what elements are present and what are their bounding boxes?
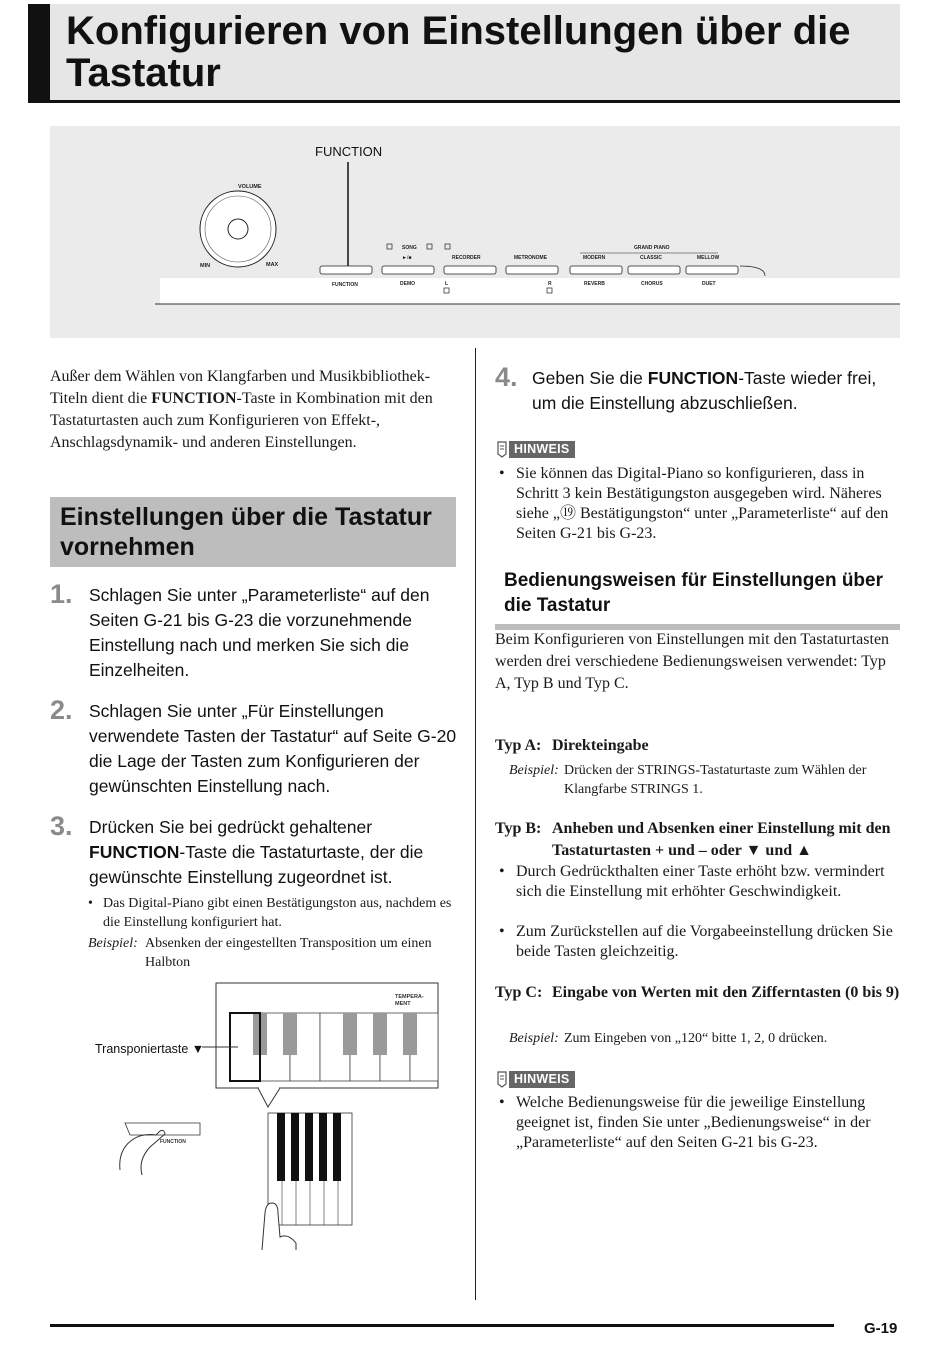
panel-curve: [740, 266, 765, 276]
main-keyboard: [268, 1113, 352, 1225]
subsection-heading-text: Bedienungsweisen für Einstellungen über die Tastatur: [504, 570, 883, 616]
reverb-label: REVERB: [584, 281, 605, 287]
function-key-outline: [125, 1123, 200, 1135]
mellow-label: MELLOW: [697, 255, 720, 261]
l-label: L: [445, 281, 449, 287]
step-number: 1.: [50, 579, 73, 609]
page-number: G-19: [864, 1320, 898, 1337]
operations-intro: Beim Konfigurieren von Einstellungen mit den Tastaturtasten werden drei verschiedene Bedienungsweisen verwendet: Typ A, Typ B und Typ C.: [495, 631, 890, 692]
typ-c-label: Typ C:: [495, 984, 543, 1001]
title-bar: [28, 4, 900, 103]
step-text: Schlagen Sie unter „Parameterliste“ auf den Seiten G-21 bis G-23 die vorzunehmende Einstellung nach und merken Sie sich die Einzelheiten.: [89, 585, 430, 680]
function-key-label: FUNCTION: [160, 1139, 186, 1145]
chorus-label: CHORUS: [641, 281, 663, 287]
bullet-icon: •: [88, 896, 93, 911]
r-label: R: [548, 281, 552, 287]
example-text: Absenken der eingestellten Transposition um einen Halbton: [145, 936, 432, 970]
example-label: Beispiel:: [509, 763, 559, 778]
panel-drawing: [50, 126, 900, 338]
modern-label: MODERN: [583, 255, 606, 261]
metronome-button-shape: [506, 266, 558, 274]
max-label: MAX: [266, 262, 279, 268]
section-heading-text: Einstellungen über die Tastatur vornehmen: [60, 503, 432, 561]
panel-illustration: [50, 126, 900, 338]
typ-b-label: Typ B:: [495, 820, 542, 837]
intro-text-1: Außer dem Wählen von Klangfarben und Musikbibliothek-Titeln dient die: [50, 368, 431, 407]
typ-a-label: Typ A:: [495, 737, 542, 754]
min-label: MIN: [200, 263, 211, 269]
example-text: Drücken der STRINGS-Tastaturtaste zum Wählen der Klangfarbe STRINGS 1.: [564, 763, 867, 797]
step-number: 4.: [495, 362, 518, 392]
page-title: Konfigurieren von Einstellungen über die Tastatur: [66, 9, 851, 95]
example-text: Zum Eingeben von „120“ bitte 1, 2, 0 drücken.: [564, 1031, 828, 1046]
subsection-heading: [495, 568, 900, 630]
function-bottom-label: FUNCTION: [332, 282, 358, 288]
modern-button-shape: [570, 266, 622, 274]
example-label: Beispiel:: [88, 936, 138, 951]
bullet-icon: •: [499, 1094, 505, 1111]
song-button-shape: [382, 266, 434, 274]
typ-b-note-2-text: Zum Zurückstellen auf die Vorgabeeinstellung drücken Sie beide Tasten gleichzeitig.: [516, 923, 893, 960]
footer-rule: [50, 1324, 834, 1327]
temperament-label-2: MENT: [395, 1001, 411, 1007]
section-heading: [50, 497, 456, 567]
duet-label: DUET: [702, 281, 716, 287]
grand-piano-label: GRAND PIANO: [634, 245, 670, 251]
left-hand-icon: [120, 1130, 165, 1175]
hinweis-label: HINWEIS: [509, 1071, 575, 1088]
step4-text-1: Geben Sie die: [532, 368, 648, 388]
metronome-label: METRONOME: [514, 255, 548, 261]
keyboard-drawing: [90, 975, 460, 1250]
rec-led: [427, 244, 432, 249]
typ-c-heading: [495, 982, 900, 1026]
zoom-pointer: [258, 1088, 280, 1107]
step-text: Schlagen Sie unter „Für Einstellungen verwendete Tasten der Tastatur“ auf Seite G-20 die Lage der Tasten zum Konfigurieren der gewünschten Einstellung nach.: [89, 701, 457, 796]
song-led: [387, 244, 392, 249]
volume-label: VOLUME: [238, 184, 262, 190]
bullet-icon: •: [499, 863, 505, 880]
typ-c-title: Eingabe von Werten mit den Zifferntasten (0 bis 9): [552, 984, 900, 1001]
title-stripe: [28, 4, 50, 100]
volume-knob-cap: [228, 219, 248, 239]
bullet-icon: •: [499, 923, 505, 940]
note-icon: [495, 1070, 509, 1088]
typ-b-heading: [495, 818, 900, 862]
intro-function-bold: FUNCTION: [151, 390, 237, 407]
step3-function-bold: FUNCTION: [89, 842, 180, 862]
step-number: 2.: [50, 695, 73, 725]
mellow-button-shape: [686, 266, 738, 274]
hinweis-label: HINWEIS: [509, 441, 575, 458]
play-stop-label: ►/■: [402, 255, 412, 261]
rec-led-2: [445, 244, 450, 249]
recorder-button-shape: [444, 266, 496, 274]
recorder-label: RECORDER: [452, 255, 481, 261]
intro-text-2: -Taste in Kombination mit den Tastaturtasten auch zum Konfigurieren von Effekt-, Anschlagsdynamik- und anderen Einstellungen.: [50, 390, 433, 451]
step-text: [532, 366, 902, 416]
intro-paragraph: [50, 366, 460, 454]
song-label: SONG: [402, 245, 417, 251]
step3-note-text: Das Digital-Piano gibt einen Bestätigungston aus, nachdem es die Einstellung konfiguriert hat.: [103, 896, 452, 930]
hinweis1-text: Sie können das Digital-Piano so konfigurieren, dass in Schritt 3 kein Bestätigungston ausgegeben wird. Näheres siehe „⑲ Bestätigungston“ unter „Parameterliste“ auf den Seiten G-21 bis G-23.: [516, 465, 889, 542]
classic-button-shape: [628, 266, 680, 274]
keyboard-illustration: [90, 975, 460, 1250]
typ-b-note-1-text: Durch Gedrückthalten einer Taste erhöht bzw. vermindert sich die Einstellung mit erhöhter Geschwindigkeit.: [516, 863, 885, 900]
hinweis2-text: Welche Bedienungsweise für die jeweilige Einstellung geeignet ist, finden Sie unter „Bedienungsweise“ in der „Parameterliste“ auf den Seiten G-21 bis G-23.: [516, 1094, 871, 1151]
step3-text-2: -Taste die Tastaturtaste, der die gewünschte Einstellung zugeordnet ist.: [89, 842, 424, 887]
column-divider: [475, 348, 476, 1300]
step3-text-1: Drücken Sie bei gedrückt gehaltener: [89, 817, 373, 837]
demo-label: DEMO: [400, 281, 415, 287]
transpose-key-label: Transponiertaste ▼: [95, 1042, 205, 1056]
classic-label: CLASSIC: [640, 255, 662, 261]
panel-body: [160, 278, 900, 304]
step4-text-2: -Taste wieder frei, um die Einstellung abzuschließen.: [532, 368, 877, 413]
function-button-shape: [320, 266, 372, 274]
function-callout: FUNCTION: [315, 144, 383, 159]
bullet-icon: •: [499, 465, 505, 482]
step-text: [89, 815, 461, 890]
step4-function-bold: FUNCTION: [647, 368, 739, 388]
step-number: 3.: [50, 811, 73, 841]
temperament-label-1: TEMPERA-: [395, 994, 424, 1000]
typ-a-title: Direkteingabe: [552, 737, 649, 754]
typ-b-title: Anheben und Absenken einer Einstellung mit den Tastaturtasten + und – oder ▼ und ▲: [552, 820, 891, 859]
note-icon: [495, 440, 509, 458]
example-label: Beispiel:: [509, 1031, 559, 1046]
